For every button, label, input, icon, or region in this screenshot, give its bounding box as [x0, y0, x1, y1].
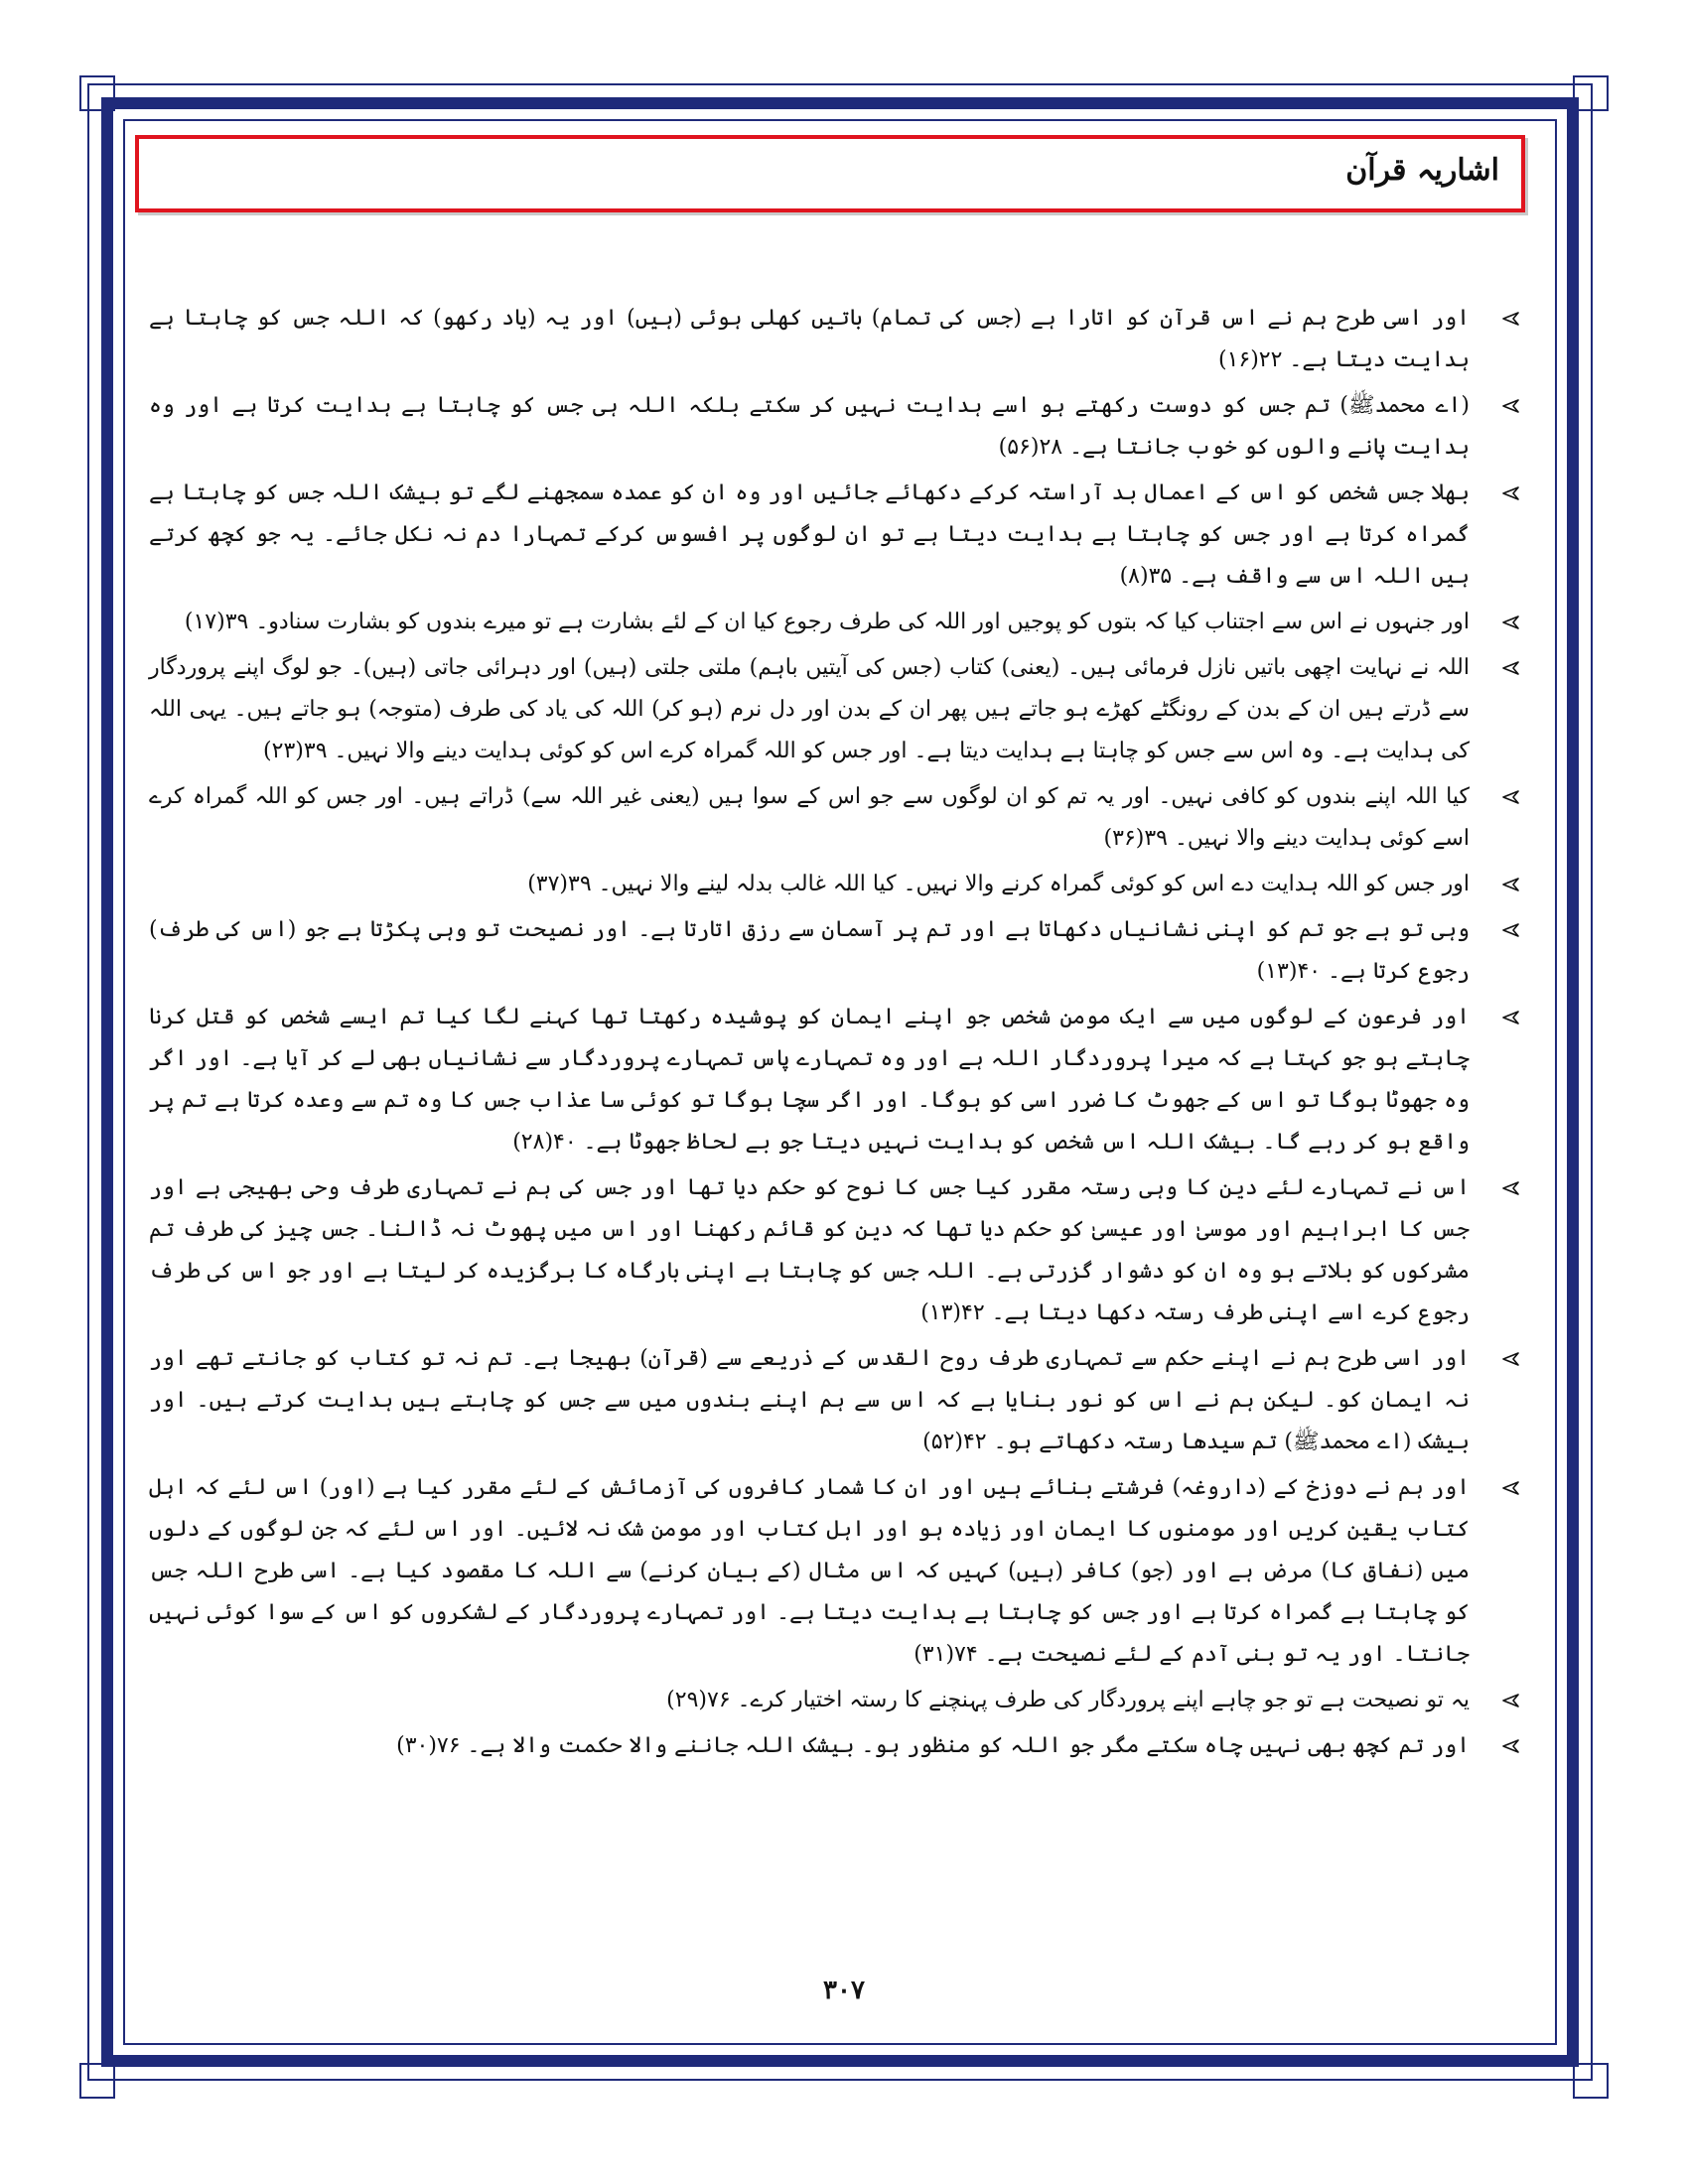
arrow-bullet-icon: [1499, 385, 1521, 427]
list-item-text: اس نے تمہارے لئے دین کا وہی رستہ مقرر کیا جس کا نوح کو حکم دیا تھا اور جس کی ہم نے تمہاری طرف وحی بھیجی ہے اور جس کا ابراہیم اور موسیٰ اور عیسیٰ کو حکم دیا تھا کہ دین کو قائم رکھنا اور اس میں پھوٹ نہ ڈالنا۔ جس چیز کی طرف تم مشرکوں کو بلاتے ہو وہ ان کو دشوار گزرتی ہے۔ اللہ جس کو چاہتا ہے اپنی بارگاہ کا برگزیدہ کر لیتا ہے اور جو اس کی طرف رجوع کرے اسے اپنی طرف رستہ دکھا دیتا ہے۔ ۴۲(۱۳): [149, 1175, 1470, 1325]
list-item: [149, 473, 1529, 598]
list-item-text: بھلا جس شخص کو اس کے اعمال بد آراستہ کرکے دکھائے جائیں اور وہ ان کو عمدہ سمجھنے لگے تو بیشک اللہ جس کو چاہتا ہے گمراہ کرتا ہے اور جس کو چاہتا ہے ہدایت دیتا ہے تو ان لوگوں پر افسوس کرکے تمہارا دم نہ نکل جائے۔ یہ جو کچھ کرتے ہیں اللہ اس سے واقف ہے۔ ۳۵(۸): [149, 480, 1470, 589]
list-item-text: اور اسی طرح ہم نے اپنے حکم سے تمہاری طرف روح القدس کے ذریعے سے (قرآن) بھیجا ہے۔ تم نہ تو کتاب کو جانتے تھے اور نہ ایمان کو۔ لیکن ہم نے اس کو نور بنایا ہے کہ اس سے ہم اپنے بندوں میں سے جس کو چاہتے ہیں ہدایت کرتے ہیں۔ اور بیشک (اے محمدﷺ) تم سیدھا رستہ دکھاتے ہو۔ ۴۲(۵۲): [149, 1346, 1470, 1454]
arrow-bullet-icon: [1499, 647, 1521, 689]
list-item-text: اور جس کو اللہ ہدایت دے اس کو کوئی گمراہ کرنے والا نہیں۔ کیا اللہ غالب بدلہ لینے والا نہیں۔ ۳۹(۳۷): [527, 872, 1470, 896]
arrow-bullet-icon: [1499, 1467, 1521, 1509]
arrow-bullet-icon: [1499, 864, 1521, 905]
border-corner-bottom-left: [79, 2063, 115, 2099]
list-item: [149, 298, 1529, 381]
arrow-bullet-icon: [1499, 298, 1521, 340]
arrow-bullet-icon: [1499, 776, 1521, 818]
list-item: [149, 1680, 1529, 1721]
list-item-text: اور جنہوں نے اس سے اجتناب کیا کہ بتوں کو پوجیں اور اللہ کی طرف رجوع کیا ان کے لئے بشارت ہے تو میرے بندوں کو بشارت سنادو۔ ۳۹(۱۷): [184, 610, 1470, 634]
list-item-text: اور تم کچھ بھی نہیں چاہ سکتے مگر جو اللہ کو منظور ہو۔ بیشک اللہ جاننے والا حکمت والا ہے۔ ۷۶(۳۰): [396, 1733, 1470, 1758]
arrow-bullet-icon: [1499, 1167, 1521, 1209]
list-item-text: اللہ نے نہایت اچھی باتیں نازل فرمائی ہیں۔ (یعنی) کتاب (جس کی آیتیں باہم) ملتی جلتی (ہیں) اور دہرائی جاتی (ہیں)۔ جو لوگ اپنے پروردگار سے ڈرتے ہیں ان کے بدن کے رونگٹے کھڑے ہو جاتے ہیں پھر ان کے بدن اور دل نرم (ہو کر) اللہ کی یاد کی طرف (متوجہ) ہو جاتے ہیں۔ یہی اللہ کی ہدایت ہے۔ وہ اس سے جس کو چاہتا ہے ہدایت دیتا ہے۔ اور جس کو اللہ گمراہ کرے اس کو کوئی ہدایت دینے والا نہیں۔ ۳۹(۲۳): [149, 655, 1470, 763]
arrow-bullet-icon: [1499, 1338, 1521, 1380]
list-item: [149, 385, 1529, 469]
list-item: [149, 864, 1529, 905]
list-item: [149, 909, 1529, 993]
list-item: [149, 776, 1529, 860]
list-item-text: اور ہم نے دوزخ کے (داروغہ) فرشتے بنائے ہیں اور ان کا شمار کافروں کی آزمائش کے لئے مقرر کیا ہے (اور) اس لئے کہ اہل کتاب یقین کریں اور مومنوں کا ایمان اور زیادہ ہو اور اہل کتاب اور مومن شک نہ لائیں۔ اور اس لئے کہ جن لوگوں کے دلوں میں (نفاق کا) مرض ہے اور (جو) کافر (ہیں) کہیں کہ اس مثال (کے بیان کرنے) سے اللہ کا مقصود کیا ہے۔ اسی طرح اللہ جس کو چاہتا ہے گمراہ کرتا ہے اور جس کو چاہتا ہے ہدایت دیتا ہے۔ اور تمہارے پروردگار کے لشکروں کو اس کے سوا کوئی نہیں جانتا۔ اور یہ تو بنی آدم کے لئے نصیحت ہے۔ ۷۴(۳۱): [149, 1475, 1470, 1667]
list-item-text: (اے محمدﷺ) تم جس کو دوست رکھتے ہو اسے ہدایت نہیں کر سکتے بلکہ اللہ ہی جس کو چاہتا ہے ہدایت کرتا ہے اور وہ ہدایت پانے والوں کو خوب جانتا ہے۔ ۲۸(۵۶): [149, 393, 1470, 460]
border-corner-bottom-right: [1573, 2063, 1609, 2099]
arrow-bullet-icon: [1499, 473, 1521, 514]
list-item: [149, 1725, 1529, 1767]
arrow-bullet-icon: [1499, 909, 1521, 951]
list-item-text: کیا اللہ اپنے بندوں کو کافی نہیں۔ اور یہ تم کو ان لوگوں سے جو اس کے سوا ہیں (یعنی غیر اللہ سے) ڈراتے ہیں۔ اور جس کو اللہ گمراہ کرے اسے کوئی ہدایت دینے والا نہیں۔ ۳۹(۳۶): [149, 784, 1470, 851]
border-corner-top-right: [1573, 75, 1609, 111]
page-title: اشاریہ قرآن: [1345, 153, 1499, 188]
page-number: ۳۰۷: [823, 1976, 865, 2005]
arrow-bullet-icon: [1499, 997, 1521, 1038]
arrow-bullet-icon: [1499, 1680, 1521, 1721]
border-corner-top-left: [79, 75, 115, 111]
list-item: [149, 1167, 1529, 1334]
list-item: [149, 647, 1529, 772]
list-item-text: یہ تو نصیحت ہے تو جو چاہے اپنے پروردگار کی طرف پہنچنے کا رستہ اختیار کرے۔ ۷۶(۲۹): [666, 1688, 1470, 1712]
arrow-bullet-icon: [1499, 602, 1521, 643]
arrow-bullet-icon: [1499, 1725, 1521, 1767]
list-item-text: اور اسی طرح ہم نے اس قرآن کو اتارا ہے (جس کی تمام) باتیں کھلی ہوئی (ہیں) اور یہ (یاد رکھو) کہ اللہ جس کو چاہتا ہے ہدایت دیتا ہے۔ ۲۲(۱۶): [149, 306, 1470, 372]
list-item: [149, 1338, 1529, 1463]
list-item: [149, 997, 1529, 1163]
list-item: [149, 602, 1529, 643]
list-item-text: وہی تو ہے جو تم کو اپنی نشانیاں دکھاتا ہے اور تم پر آسمان سے رزق اتارتا ہے۔ اور نصیحت تو وہی پکڑتا ہے جو (اس کی طرف) رجوع کرتا ہے۔ ۴۰(۱۳): [149, 917, 1470, 984]
index-list: [149, 298, 1529, 1771]
list-item: [149, 1467, 1529, 1676]
list-item-text: اور فرعون کے لوگوں میں سے ایک مومن شخص جو اپنے ایمان کو پوشیدہ رکھتا تھا کہنے لگا کیا تم ایسے شخص کو قتل کرنا چاہتے ہو جو کہتا ہے کہ میرا پروردگار اللہ ہے اور وہ تمہارے پاس تمہارے پروردگار سے نشانیاں بھی لے کر آیا ہے۔ اور اگر وہ جھوٹا ہوگا تو اس کے جھوٹ کا ضرر اسی کو ہوگا۔ اور اگر سچا ہوگا تو کوئی سا عذاب جس کا وہ تم سے وعدہ کرتا ہے تم پر واقع ہو کر رہے گا۔ بیشک اللہ اس شخص کو ہدایت نہیں دیتا جو بے لحاظ جھوٹا ہے۔ ۴۰(۲۸): [149, 1005, 1470, 1155]
header-box: [135, 135, 1525, 212]
